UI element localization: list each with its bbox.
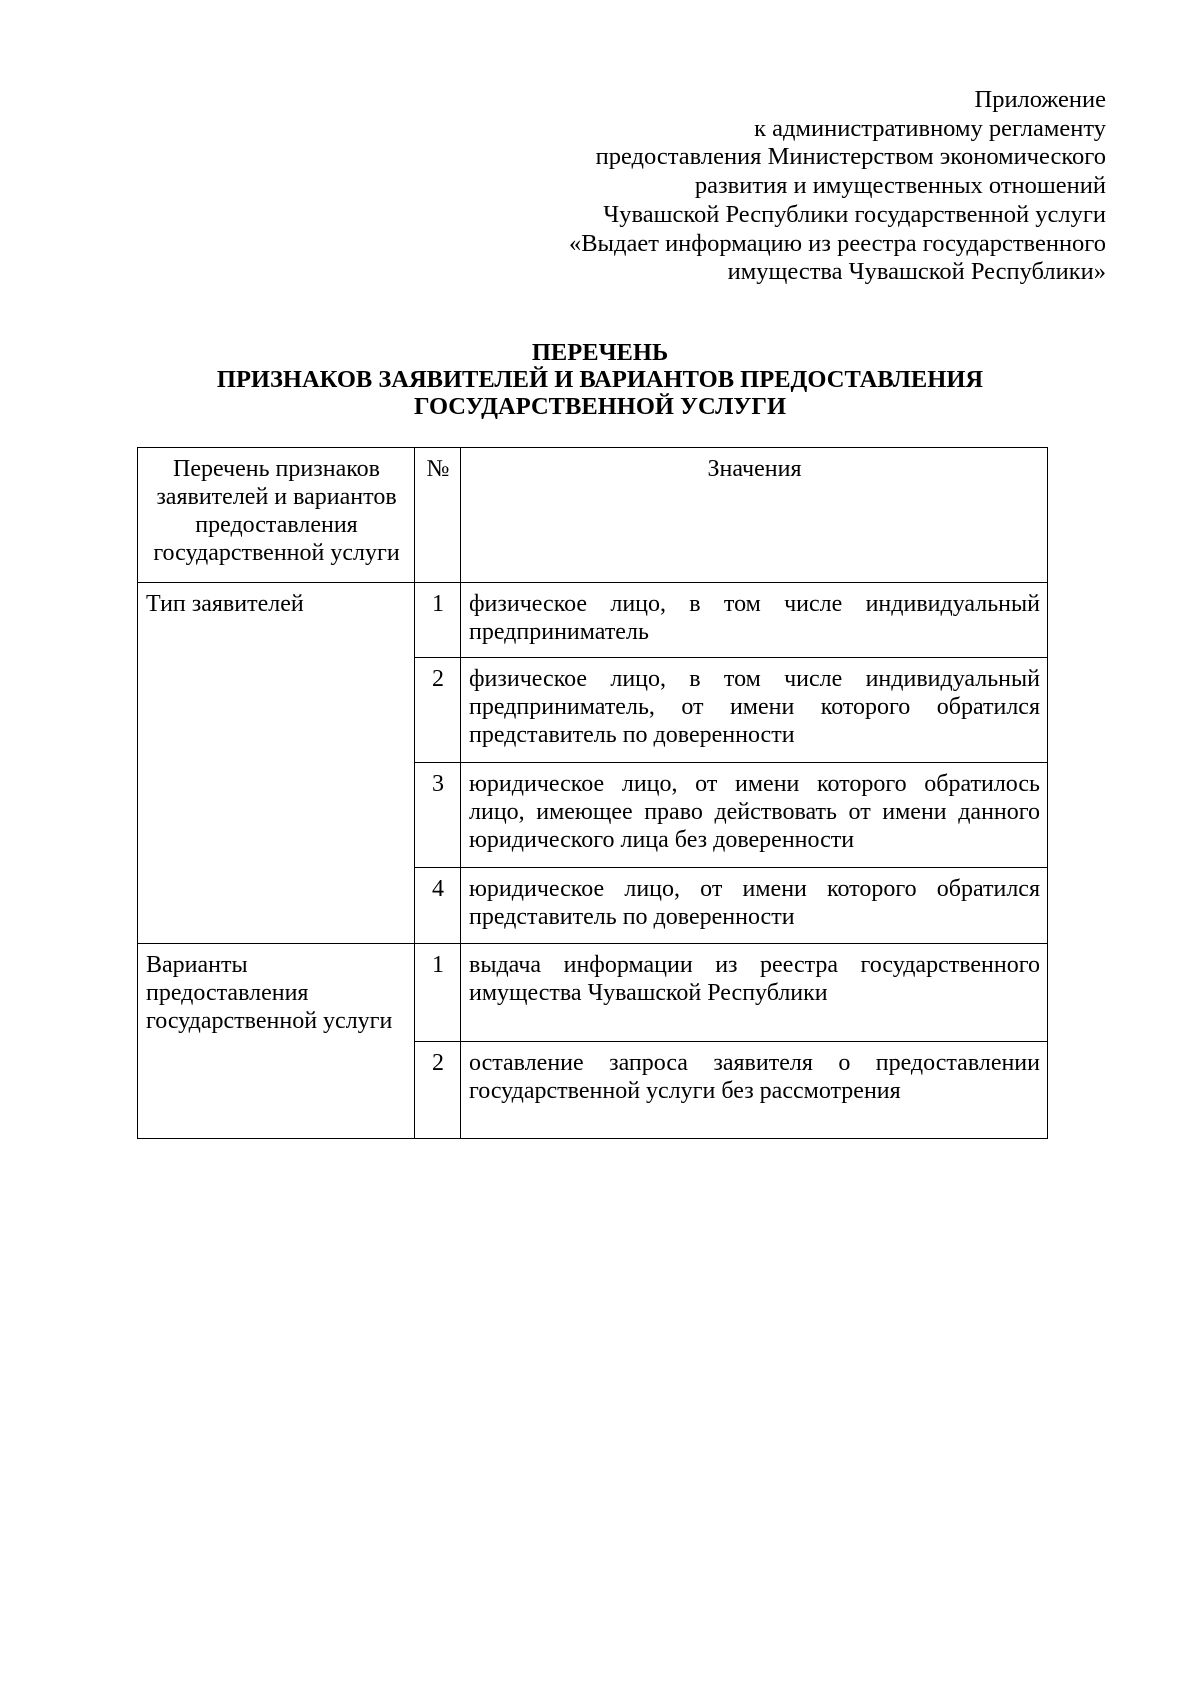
item-value: юридическое лицо, от имени которого обратился представитель по доверенности bbox=[461, 868, 1048, 944]
appendix-line: имущества Чувашской Республики» bbox=[727, 258, 1106, 286]
item-value: юридическое лицо, от имени которого обратилось лицо, имеющее право действовать от имени данного юридического лица без доверенности bbox=[461, 763, 1048, 868]
appendix-header bbox=[569, 86, 1106, 287]
item-number: 3 bbox=[415, 763, 461, 868]
category-cell: Варианты предоставления государственной услуги bbox=[138, 944, 415, 1139]
item-number: 1 bbox=[415, 944, 461, 1042]
table-row bbox=[138, 583, 1048, 658]
table-row bbox=[138, 944, 1048, 1042]
appendix-line: к административному регламенту bbox=[754, 114, 1106, 142]
appendix-line: предоставления Министерством экономического bbox=[595, 143, 1106, 171]
item-value: оставление запроса заявителя о предоставлении государственной услуги без рассмотрения bbox=[461, 1042, 1048, 1139]
title-line: ПРИЗНАКОВ ЗАЯВИТЕЛЕЙ И ВАРИАНТОВ ПРЕДОСТАВЛЕНИЯ bbox=[216, 366, 984, 393]
criteria-table bbox=[137, 447, 1048, 1139]
title-line: ПЕРЕЧЕНЬ bbox=[531, 339, 669, 366]
item-number: 2 bbox=[415, 1042, 461, 1139]
item-value: физическое лицо, в том числе индивидуальный предприниматель, от имени которого обратился представитель по доверенности bbox=[461, 658, 1048, 763]
document-title bbox=[0, 339, 1200, 420]
item-value: физическое лицо, в том числе индивидуальный предприниматель bbox=[461, 583, 1048, 658]
appendix-line: развития и имущественных отношений bbox=[694, 172, 1106, 200]
column-header-criteria: Перечень признаков заявителей и вариантов предоставления государственной услуги bbox=[138, 448, 415, 583]
column-header-values: Значения bbox=[461, 448, 1048, 583]
appendix-line: «Выдает информацию из реестра государственного bbox=[568, 229, 1106, 257]
table-header-row bbox=[138, 448, 1048, 583]
category-cell: Тип заявителей bbox=[138, 583, 415, 944]
column-header-number: № bbox=[415, 448, 461, 583]
item-number: 4 bbox=[415, 868, 461, 944]
title-line: ГОСУДАРСТВЕННОЙ УСЛУГИ bbox=[413, 393, 787, 420]
item-value: выдача информации из реестра государственного имущества Чувашской Республики bbox=[461, 944, 1048, 1042]
appendix-line: Чувашской Республики государственной услуги bbox=[603, 200, 1106, 228]
item-number: 2 bbox=[415, 658, 461, 763]
item-number: 1 bbox=[415, 583, 461, 658]
appendix-line: Приложение bbox=[974, 86, 1106, 113]
